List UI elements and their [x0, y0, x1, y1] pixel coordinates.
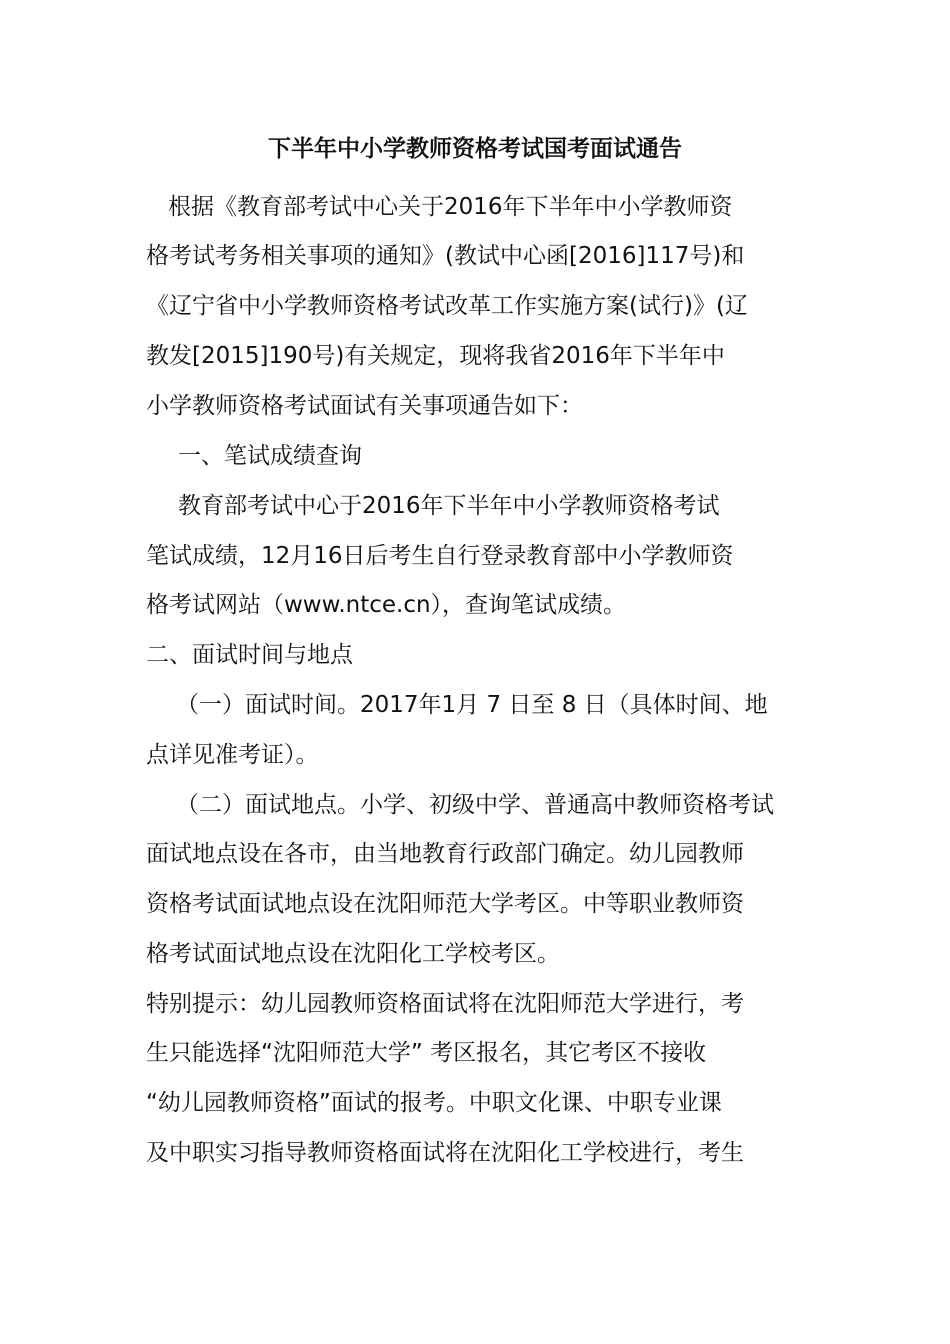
paragraph-line: 教育部考试中心于2016年下半年中小学教师资格考试: [178, 493, 720, 519]
paragraph-line: （二）面试地点。小学、初级中学、普通高中教师资格考试: [176, 792, 774, 818]
notice-line: “幼儿园教师资格”面试的报考。中职文化课、中职专业课: [146, 1090, 722, 1116]
paragraph-line: 小学教师资格考试面试有关事项通告如下：: [146, 393, 583, 419]
paragraph-line: 面试地点设在各市，由当地教育行政部门确定。幼儿园教师: [146, 841, 744, 867]
paragraph-line: 笔试成绩，12月16日后考生自行登录教育部中小学教师资: [146, 543, 734, 569]
section-heading: 一、笔试成绩查询: [178, 443, 362, 469]
document-title: 下半年中小学教师资格考试国考面试通告: [268, 136, 682, 162]
paragraph-line: 格考试面试地点设在沈阳化工学校考区。: [146, 941, 560, 967]
notice-line: 及中职实习指导教师资格面试将在沈阳化工学校进行，考生: [146, 1140, 744, 1166]
paragraph-line: 格考试考务相关事项的通知》(教试中心函[2016]117号)和: [146, 243, 745, 269]
paragraph-line: 点详见准考证）。: [146, 742, 319, 768]
notice-line: 特别提示：幼儿园教师资格面试将在沈阳师范大学进行，考: [146, 991, 744, 1017]
paragraph-line: 《辽宁省中小学教师资格考试改革工作实施方案(试行)》(辽: [146, 293, 748, 319]
notice-line: 生只能选择“沈阳师范大学” 考区报名，其它考区不接收: [146, 1040, 707, 1066]
paragraph-line: （一）面试时间。2017年1月 7 日至 8 日（具体时间、地: [176, 692, 768, 718]
paragraph-line: 格考试网站（www.ntce.cn），查询笔试成绩。: [146, 592, 627, 618]
paragraph-line: 教发[2015]190号)有关规定，现将我省2016年下半年中: [146, 343, 725, 369]
section-heading: 二、面试时间与地点: [146, 642, 353, 668]
paragraph-line: 资格考试面试地点设在沈阳师范大学考区。中等职业教师资: [146, 891, 744, 917]
paragraph-line: 根据《教育部考试中心关于2016年下半年中小学教师资: [168, 194, 733, 220]
